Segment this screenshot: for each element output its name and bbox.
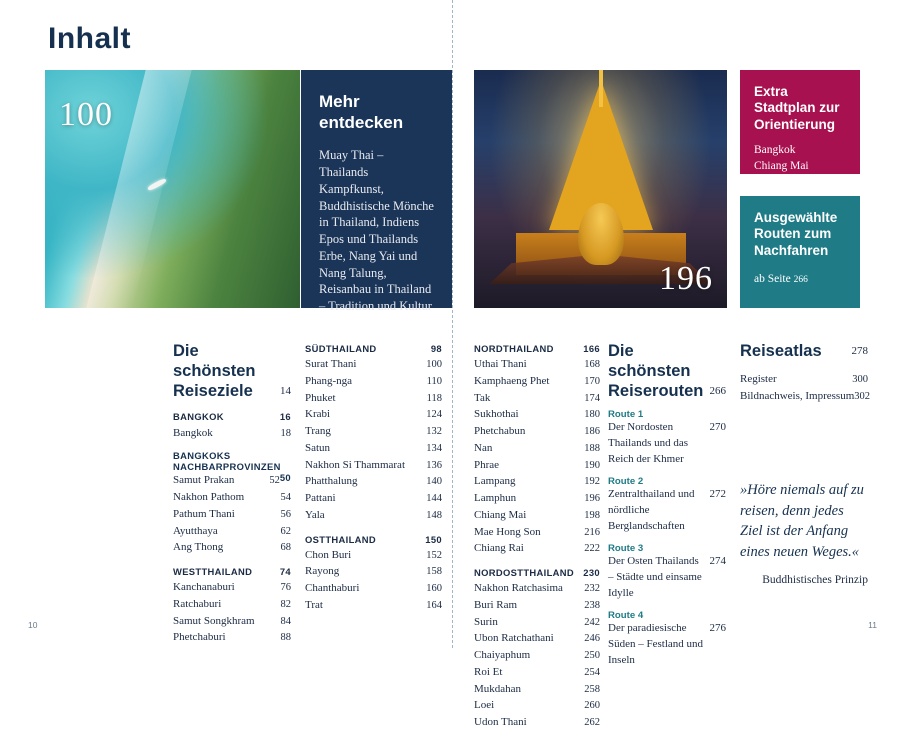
entry-label: Pattani — [305, 492, 336, 505]
route-text: Der Osten Thailands – Städte und einsame Idylle — [608, 555, 702, 599]
entry-label: Chon Buri — [305, 548, 352, 561]
entry-label: Roi Et — [474, 665, 503, 678]
group-label-page: 150 — [425, 533, 442, 545]
route-text: Zentralthailand und nördliche Berglandschaften — [608, 488, 695, 533]
entry-label: Phrae — [474, 458, 500, 471]
route-text: Der Nordosten Thailands und das Reich der Khmer — [608, 421, 689, 466]
toc-entry[interactable] — [173, 579, 291, 596]
entry-label: Tak — [474, 391, 491, 404]
entry-page: 180 — [584, 409, 600, 421]
selected-routes-note-text: ab Seite — [754, 273, 791, 286]
entry-page: 52 — [269, 475, 280, 487]
entry-page: 56 — [280, 508, 291, 520]
toc-entry[interactable] — [474, 630, 600, 647]
toc-entry[interactable] — [305, 563, 442, 580]
entry-page: 136 — [426, 459, 442, 471]
entry-label: Phetchaburi — [173, 631, 226, 644]
toc-entry[interactable] — [474, 457, 600, 474]
toc-entry[interactable] — [474, 473, 600, 490]
entry-page: 242 — [584, 616, 600, 628]
entry-label: Lamphun — [474, 492, 517, 505]
entry-label: Chaiyaphum — [474, 649, 531, 662]
entry-page: 160 — [426, 583, 442, 595]
toc-column-north — [474, 342, 600, 731]
toc-entry[interactable] — [474, 373, 600, 390]
entry-page: 300 — [852, 373, 868, 385]
folio-right: 11 — [868, 620, 877, 630]
entry-label: Ang Thong — [173, 541, 224, 554]
page-title: Inhalt — [48, 22, 131, 55]
entry-page: 76 — [280, 582, 291, 594]
entry-page: 232 — [584, 583, 600, 595]
routes-title-page: 266 — [709, 384, 726, 397]
entry-page: 164 — [426, 599, 442, 611]
toc-entry[interactable] — [474, 356, 600, 373]
entry-label: Chiang Mai — [474, 508, 527, 521]
entry-page: 118 — [426, 392, 442, 404]
group-label-page: 50 — [279, 472, 291, 484]
toc-entry[interactable] — [305, 373, 442, 390]
entry-label: Register — [740, 372, 777, 385]
toc-entry[interactable] — [305, 473, 442, 490]
toc-entry[interactable] — [305, 547, 442, 564]
toc-entry[interactable] — [305, 507, 442, 524]
entry-label: Nakhon Si Thammarat — [305, 458, 405, 471]
city-map-line-2: Chiang Mai — [754, 159, 809, 172]
entry-page: 62 — [280, 525, 291, 537]
boat-shape — [147, 177, 167, 191]
route-3-label[interactable]: Route 3 — [608, 543, 644, 555]
entry-label: Kanchanaburi — [173, 581, 235, 594]
entry-label: Nakhon Pathom — [173, 491, 245, 503]
group-south-thailand[interactable] — [305, 342, 442, 356]
route-3-entry[interactable] — [608, 554, 726, 602]
route-1-label[interactable]: Route 1 — [608, 409, 644, 421]
entry-label: Satun — [305, 441, 331, 454]
route-2-label[interactable]: Route 2 — [608, 476, 644, 488]
entry-page: 198 — [584, 509, 600, 521]
entry-label: Loei — [474, 699, 495, 712]
toc-entry[interactable] — [173, 425, 291, 442]
toc-entry[interactable] — [474, 490, 600, 507]
entry-page: 238 — [584, 599, 600, 611]
toc-entry[interactable] — [305, 457, 442, 474]
route-4-label[interactable]: Route 4 — [608, 609, 644, 621]
toc-entry[interactable] — [305, 406, 442, 423]
entry-page: 168 — [584, 359, 600, 371]
atlas-title-page: 278 — [851, 345, 868, 358]
discover-panel-heading: Mehr entdecken — [319, 92, 404, 132]
group-label-text: NORDOSTTHAILAND — [474, 567, 575, 579]
group-bangkok[interactable] — [173, 410, 291, 424]
entry-label: Mae Hong Son — [474, 525, 541, 538]
group-label-page: 74 — [279, 566, 291, 577]
pull-quote — [740, 480, 868, 589]
temple-photo-page-number: 196 — [659, 260, 713, 297]
entry-label: Rayong — [305, 565, 340, 578]
group-label-page: 230 — [583, 567, 600, 579]
entry-label: Mukdahan — [474, 682, 522, 695]
entry-label: Uthai Thani — [474, 358, 527, 371]
route-1-entry[interactable] — [608, 420, 726, 468]
entry-page: 88 — [280, 632, 291, 644]
entry-label: Surin — [474, 615, 498, 628]
entry-page: 100 — [426, 359, 442, 371]
group-label-page: 98 — [430, 343, 442, 354]
city-map-line-1: Bangkok — [754, 144, 796, 157]
route-2-entry[interactable] — [608, 487, 726, 535]
entry-page: 262 — [584, 717, 600, 729]
atlas-title[interactable]: Reiseatlas — [740, 342, 822, 360]
toc-column-atlas — [740, 342, 871, 404]
toc-entry[interactable] — [474, 580, 600, 597]
entry-label: Kamphaeng Phet — [474, 374, 550, 387]
entry-page: 110 — [426, 375, 442, 387]
selected-routes-note-page: 266 — [793, 275, 808, 286]
entry-label: Chanthaburi — [305, 582, 360, 595]
pull-quote-source: Buddhistisches Prinzip — [762, 574, 868, 587]
entry-page: 190 — [584, 459, 600, 471]
toc-entry[interactable] — [305, 390, 442, 407]
toc-entry[interactable] — [173, 596, 291, 613]
entry-page: 254 — [584, 666, 600, 678]
entry-page: 170 — [584, 375, 600, 387]
toc-entry[interactable] — [474, 647, 600, 664]
toc-entry[interactable] — [173, 613, 291, 630]
group-east-thailand[interactable] — [305, 533, 442, 547]
group-north-thailand[interactable] — [474, 342, 600, 356]
entry-page: 134 — [426, 442, 442, 454]
toc-entry[interactable] — [474, 614, 600, 631]
entry-page: 222 — [584, 543, 600, 555]
entry-page: 124 — [426, 409, 442, 421]
entry-page: 158 — [426, 566, 442, 578]
group-bangkok-page: 16 — [279, 411, 291, 423]
page-spine — [452, 0, 454, 648]
entry-label: Phuket — [305, 391, 336, 404]
toc-entry[interactable] — [474, 540, 600, 557]
city-map-panel — [740, 70, 860, 174]
toc-entry[interactable] — [305, 597, 442, 614]
entry-label: Phang-nga — [305, 374, 353, 387]
city-map-heading: Extra Stadtplan zur Orientierung — [754, 84, 840, 132]
group-label-text: WESTTHAILAND — [173, 566, 253, 577]
group-west-thailand[interactable] — [173, 565, 291, 579]
toc-entry[interactable] — [173, 539, 291, 556]
entry-page: 250 — [584, 650, 600, 662]
toc-entry[interactable] — [474, 697, 600, 714]
stupa-spire-shape — [599, 70, 603, 107]
entry-label: Samut Songkhram — [173, 614, 255, 627]
entry-page: 148 — [426, 509, 442, 521]
group-label-text: OSTTHAILAND — [305, 533, 377, 545]
group-northeast-thailand[interactable] — [474, 566, 600, 580]
selected-routes-heading: Ausgewählte Routen zum Nachfahren — [754, 210, 838, 258]
beach-photo — [45, 70, 300, 308]
toc-entry[interactable] — [474, 524, 600, 541]
toc-entry[interactable] — [173, 489, 291, 506]
toc-entry[interactable] — [173, 523, 291, 540]
entry-page: 186 — [584, 426, 600, 438]
entry-page: 196 — [584, 493, 600, 505]
entry-label: Surat Thani — [305, 358, 357, 371]
toc-entry[interactable] — [305, 440, 442, 457]
discover-panel — [301, 70, 452, 314]
toc-entry[interactable] — [305, 356, 442, 373]
entry-label: Trat — [305, 598, 323, 611]
toc-column-south-east — [305, 342, 442, 614]
toc-column-destinations — [173, 342, 291, 646]
route-4-entry[interactable] — [608, 621, 726, 669]
entry-page: 258 — [584, 683, 600, 695]
toc-entry[interactable] — [173, 506, 291, 523]
temple-photo — [474, 70, 727, 308]
entry-label: Yala — [305, 508, 325, 521]
entry-label: Lampang — [474, 475, 516, 488]
entry-label: Trang — [305, 425, 331, 438]
toc-entry[interactable] — [474, 714, 600, 731]
entry-page: 246 — [584, 633, 600, 645]
entry-label: Chiang Rai — [474, 542, 524, 555]
entry-page: 302 — [854, 390, 871, 402]
route-page: 276 — [709, 621, 726, 634]
entry-page: 18 — [280, 427, 291, 439]
entry-label: Bildnachweis, Impressum — [740, 389, 855, 402]
entry-page: 188 — [584, 442, 600, 454]
entry-label: Udon Thani — [474, 716, 527, 729]
destinations-title-page: 14 — [280, 384, 291, 397]
entry-page: 174 — [584, 392, 600, 404]
toc-entry[interactable] — [474, 507, 600, 524]
entry-page: 152 — [426, 549, 442, 561]
entry-label: Phetchabun — [474, 425, 526, 438]
toc-entry[interactable] — [740, 371, 868, 388]
toc-entry[interactable] — [173, 629, 291, 646]
entry-page: 140 — [426, 476, 442, 488]
group-label-text: NORDTHAILAND — [474, 343, 554, 354]
group-label-text: BANGKOKS NACHBARPROVINZEN — [173, 450, 281, 473]
entry-label: Krabi — [305, 408, 331, 421]
entry-page: 192 — [584, 476, 600, 488]
entry-page: 54 — [280, 492, 291, 503]
toc-column-routes — [608, 342, 726, 669]
toc-entry[interactable] — [305, 580, 442, 597]
entry-label: Ratchaburi — [173, 597, 222, 610]
entry-page: 82 — [280, 598, 291, 610]
route-page: 274 — [709, 555, 726, 568]
entry-label: Samut Prakan — [173, 474, 235, 487]
toc-entry[interactable] — [305, 490, 442, 507]
entry-page: 132 — [426, 426, 442, 438]
entry-label: Nan — [474, 441, 493, 454]
entry-label: Nakhon Ratchasima — [474, 582, 563, 595]
folio-left: 10 — [28, 620, 38, 630]
routes-title[interactable]: Die schönsten Reiserouten — [608, 342, 704, 400]
toc-entry[interactable] — [740, 388, 871, 405]
toc-entry[interactable] — [474, 681, 600, 698]
entry-page: 68 — [280, 542, 291, 554]
group-label-text: SÜDTHAILAND — [305, 343, 377, 354]
entry-label: Sukhothai — [474, 408, 519, 421]
route-page: 270 — [709, 421, 726, 434]
entry-label: Ubon Ratchathani — [474, 632, 554, 645]
selected-routes-note — [754, 273, 846, 285]
route-page: 272 — [709, 488, 726, 501]
toc-entry[interactable] — [474, 440, 600, 457]
toc-entry[interactable] — [474, 390, 600, 407]
entry-label: Phatthalung — [305, 475, 358, 488]
toc-entry[interactable] — [173, 472, 280, 489]
toc-entry[interactable] — [474, 406, 600, 423]
selected-routes-panel — [740, 196, 860, 308]
entry-label: Ayutthaya — [173, 524, 218, 537]
toc-entry[interactable] — [474, 597, 600, 614]
entry-page: 84 — [280, 615, 291, 627]
beach-photo-page-number: 100 — [59, 96, 113, 133]
pull-quote-text: »Höre niemals auf zu reisen, denn jedes Ziel ist der Anfang eines neuen Weges.« — [740, 482, 864, 560]
entry-label: Buri Ram — [474, 598, 518, 611]
entry-label: Bangkok — [173, 426, 213, 439]
group-label-page: 166 — [583, 343, 600, 354]
destinations-title[interactable]: Die schönsten Reiseziele — [173, 342, 256, 400]
route-text: Der paradiesische Süden – Festland und Inseln — [608, 621, 704, 666]
toc-entry[interactable] — [474, 423, 600, 440]
entry-page: 144 — [426, 493, 442, 505]
discover-panel-text: Muay Thai – Thailands Kampfkunst, Buddhistische Mönche in Thailand, Indiens Epos und Thailands Erbe, Nang Yai und Nang Talung, Reisanbau in Thailand – Tradition und Kultur — [319, 148, 434, 314]
toc-entry[interactable] — [305, 423, 442, 440]
entry-page: 260 — [584, 700, 600, 712]
group-bangkok-label: BANGKOK — [173, 411, 224, 423]
entry-label: Pathum Thani — [173, 507, 235, 520]
toc-entry[interactable] — [474, 664, 600, 681]
entry-page: 216 — [584, 526, 600, 538]
